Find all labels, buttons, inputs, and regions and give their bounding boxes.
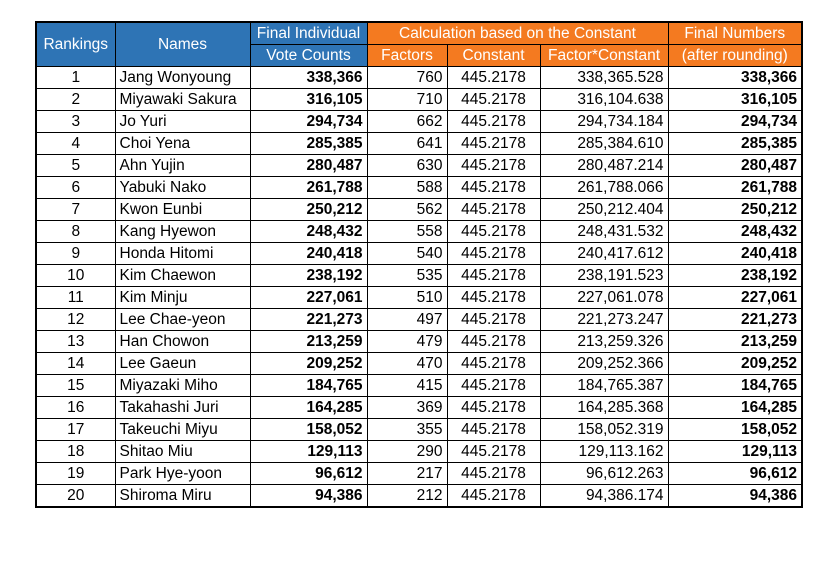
table-row xyxy=(36,353,802,375)
cell-final-number: 294,734 xyxy=(668,111,802,133)
cell-final-number: 184,765 xyxy=(668,375,802,397)
cell-vote-count: 158,052 xyxy=(250,419,367,441)
cell-final-number: 227,061 xyxy=(668,287,802,309)
cell-name: Kwon Eunbi xyxy=(115,199,250,221)
cell-final-number: 280,487 xyxy=(668,155,802,177)
table-row xyxy=(36,243,802,265)
cell-name: Takahashi Juri xyxy=(115,397,250,419)
cell-rank: 16 xyxy=(36,397,115,419)
cell-factor: 470 xyxy=(367,353,447,375)
cell-vote-count: 221,273 xyxy=(250,309,367,331)
cell-final-number: 129,113 xyxy=(668,441,802,463)
cell-rank: 3 xyxy=(36,111,115,133)
cell-rank: 18 xyxy=(36,441,115,463)
table-body xyxy=(36,67,802,508)
cell-vote-count: 338,366 xyxy=(250,67,367,89)
cell-name: Choi Yena xyxy=(115,133,250,155)
cell-final-number: 248,432 xyxy=(668,221,802,243)
header-final-votes-line1: Final Individual xyxy=(250,22,367,45)
table-row xyxy=(36,67,802,89)
cell-rank: 10 xyxy=(36,265,115,287)
cell-factor-constant: 240,417.612 xyxy=(540,243,668,265)
header-final-numbers-line1: Final Numbers xyxy=(668,22,802,45)
cell-rank: 20 xyxy=(36,485,115,508)
cell-final-number: 316,105 xyxy=(668,89,802,111)
cell-constant: 445.2178 xyxy=(447,397,540,419)
cell-factor-constant: 94,386.174 xyxy=(540,485,668,508)
table-row xyxy=(36,133,802,155)
cell-name: Shiroma Miru xyxy=(115,485,250,508)
cell-rank: 1 xyxy=(36,67,115,89)
table-row xyxy=(36,419,802,441)
table-row xyxy=(36,177,802,199)
table-row xyxy=(36,199,802,221)
cell-rank: 4 xyxy=(36,133,115,155)
cell-rank: 19 xyxy=(36,463,115,485)
header-final-numbers-line2: (after rounding) xyxy=(668,45,802,67)
header-constant: Constant xyxy=(447,45,540,67)
cell-factor-constant: 184,765.387 xyxy=(540,375,668,397)
cell-factor: 710 xyxy=(367,89,447,111)
cell-name: Honda Hitomi xyxy=(115,243,250,265)
table-row xyxy=(36,397,802,419)
table-row xyxy=(36,287,802,309)
cell-factor-constant: 250,212.404 xyxy=(540,199,668,221)
cell-constant: 445.2178 xyxy=(447,419,540,441)
cell-constant: 445.2178 xyxy=(447,309,540,331)
cell-name: Park Hye-yoon xyxy=(115,463,250,485)
cell-factor: 290 xyxy=(367,441,447,463)
cell-name: Jang Wonyoung xyxy=(115,67,250,89)
cell-final-number: 250,212 xyxy=(668,199,802,221)
cell-factor: 641 xyxy=(367,133,447,155)
cell-rank: 9 xyxy=(36,243,115,265)
cell-rank: 13 xyxy=(36,331,115,353)
table-row xyxy=(36,265,802,287)
cell-vote-count: 238,192 xyxy=(250,265,367,287)
cell-name: Miyazaki Miho xyxy=(115,375,250,397)
cell-rank: 8 xyxy=(36,221,115,243)
cell-constant: 445.2178 xyxy=(447,287,540,309)
table-row xyxy=(36,331,802,353)
cell-final-number: 158,052 xyxy=(668,419,802,441)
cell-final-number: 213,259 xyxy=(668,331,802,353)
cell-final-number: 221,273 xyxy=(668,309,802,331)
cell-factor-constant: 227,061.078 xyxy=(540,287,668,309)
cell-vote-count: 261,788 xyxy=(250,177,367,199)
header-names: Names xyxy=(115,22,250,67)
cell-factor-constant: 261,788.066 xyxy=(540,177,668,199)
cell-rank: 11 xyxy=(36,287,115,309)
cell-constant: 445.2178 xyxy=(447,265,540,287)
cell-factor: 630 xyxy=(367,155,447,177)
cell-constant: 445.2178 xyxy=(447,177,540,199)
header-factor-constant: Factor*Constant xyxy=(540,45,668,67)
cell-vote-count: 209,252 xyxy=(250,353,367,375)
cell-vote-count: 316,105 xyxy=(250,89,367,111)
cell-factor: 415 xyxy=(367,375,447,397)
cell-name: Ahn Yujin xyxy=(115,155,250,177)
header-calculation-group: Calculation based on the Constant xyxy=(367,22,668,45)
header-rankings: Rankings xyxy=(36,22,115,67)
cell-name: Takeuchi Miyu xyxy=(115,419,250,441)
cell-factor: 558 xyxy=(367,221,447,243)
cell-factor-constant: 96,612.263 xyxy=(540,463,668,485)
cell-rank: 7 xyxy=(36,199,115,221)
cell-factor: 355 xyxy=(367,419,447,441)
cell-name: Jo Yuri xyxy=(115,111,250,133)
cell-final-number: 209,252 xyxy=(668,353,802,375)
cell-rank: 2 xyxy=(36,89,115,111)
cell-factor: 760 xyxy=(367,67,447,89)
cell-final-number: 338,366 xyxy=(668,67,802,89)
cell-constant: 445.2178 xyxy=(447,243,540,265)
cell-constant: 445.2178 xyxy=(447,221,540,243)
cell-vote-count: 240,418 xyxy=(250,243,367,265)
cell-rank: 17 xyxy=(36,419,115,441)
cell-constant: 445.2178 xyxy=(447,155,540,177)
cell-final-number: 164,285 xyxy=(668,397,802,419)
cell-vote-count: 184,765 xyxy=(250,375,367,397)
cell-factor: 588 xyxy=(367,177,447,199)
cell-constant: 445.2178 xyxy=(447,111,540,133)
cell-final-number: 240,418 xyxy=(668,243,802,265)
cell-factor-constant: 158,052.319 xyxy=(540,419,668,441)
cell-name: Kang Hyewon xyxy=(115,221,250,243)
table-row xyxy=(36,309,802,331)
cell-rank: 14 xyxy=(36,353,115,375)
cell-factor: 540 xyxy=(367,243,447,265)
cell-constant: 445.2178 xyxy=(447,67,540,89)
cell-factor-constant: 285,384.610 xyxy=(540,133,668,155)
cell-factor-constant: 129,113.162 xyxy=(540,441,668,463)
cell-rank: 15 xyxy=(36,375,115,397)
cell-factor-constant: 280,487.214 xyxy=(540,155,668,177)
vote-count-table xyxy=(35,21,803,508)
cell-constant: 445.2178 xyxy=(447,199,540,221)
table-row xyxy=(36,221,802,243)
cell-constant: 445.2178 xyxy=(447,133,540,155)
cell-name: Shitao Miu xyxy=(115,441,250,463)
cell-final-number: 94,386 xyxy=(668,485,802,508)
cell-factor-constant: 164,285.368 xyxy=(540,397,668,419)
cell-constant: 445.2178 xyxy=(447,353,540,375)
table-row xyxy=(36,111,802,133)
cell-final-number: 96,612 xyxy=(668,463,802,485)
cell-rank: 12 xyxy=(36,309,115,331)
cell-name: Lee Gaeun xyxy=(115,353,250,375)
cell-final-number: 238,192 xyxy=(668,265,802,287)
cell-factor: 497 xyxy=(367,309,447,331)
cell-name: Kim Chaewon xyxy=(115,265,250,287)
cell-name: Han Chowon xyxy=(115,331,250,353)
cell-vote-count: 213,259 xyxy=(250,331,367,353)
cell-constant: 445.2178 xyxy=(447,89,540,111)
cell-vote-count: 96,612 xyxy=(250,463,367,485)
cell-factor: 535 xyxy=(367,265,447,287)
cell-factor: 662 xyxy=(367,111,447,133)
cell-vote-count: 280,487 xyxy=(250,155,367,177)
cell-name: Kim Minju xyxy=(115,287,250,309)
cell-rank: 6 xyxy=(36,177,115,199)
cell-final-number: 261,788 xyxy=(668,177,802,199)
cell-factor: 562 xyxy=(367,199,447,221)
cell-factor-constant: 238,191.523 xyxy=(540,265,668,287)
cell-factor: 479 xyxy=(367,331,447,353)
cell-factor: 212 xyxy=(367,485,447,508)
cell-vote-count: 248,432 xyxy=(250,221,367,243)
cell-constant: 445.2178 xyxy=(447,463,540,485)
cell-constant: 445.2178 xyxy=(447,375,540,397)
cell-factor-constant: 213,259.326 xyxy=(540,331,668,353)
cell-name: Miyawaki Sakura xyxy=(115,89,250,111)
cell-vote-count: 294,734 xyxy=(250,111,367,133)
cell-factor-constant: 294,734.184 xyxy=(540,111,668,133)
cell-factor-constant: 209,252.366 xyxy=(540,353,668,375)
cell-vote-count: 129,113 xyxy=(250,441,367,463)
table-row xyxy=(36,375,802,397)
cell-name: Lee Chae-yeon xyxy=(115,309,250,331)
cell-name: Yabuki Nako xyxy=(115,177,250,199)
cell-constant: 445.2178 xyxy=(447,441,540,463)
header-factors: Factors xyxy=(367,45,447,67)
cell-factor: 510 xyxy=(367,287,447,309)
cell-factor-constant: 248,431.532 xyxy=(540,221,668,243)
cell-vote-count: 250,212 xyxy=(250,199,367,221)
cell-factor-constant: 221,273.247 xyxy=(540,309,668,331)
cell-factor-constant: 338,365.528 xyxy=(540,67,668,89)
header-final-votes-line2: Vote Counts xyxy=(250,45,367,67)
table-row xyxy=(36,155,802,177)
cell-factor-constant: 316,104.638 xyxy=(540,89,668,111)
table-row xyxy=(36,89,802,111)
cell-vote-count: 94,386 xyxy=(250,485,367,508)
cell-vote-count: 227,061 xyxy=(250,287,367,309)
table-row xyxy=(36,463,802,485)
table-row xyxy=(36,441,802,463)
cell-factor: 369 xyxy=(367,397,447,419)
cell-vote-count: 164,285 xyxy=(250,397,367,419)
cell-constant: 445.2178 xyxy=(447,331,540,353)
cell-rank: 5 xyxy=(36,155,115,177)
cell-factor: 217 xyxy=(367,463,447,485)
table-row xyxy=(36,485,802,508)
cell-vote-count: 285,385 xyxy=(250,133,367,155)
cell-final-number: 285,385 xyxy=(668,133,802,155)
cell-constant: 445.2178 xyxy=(447,485,540,508)
